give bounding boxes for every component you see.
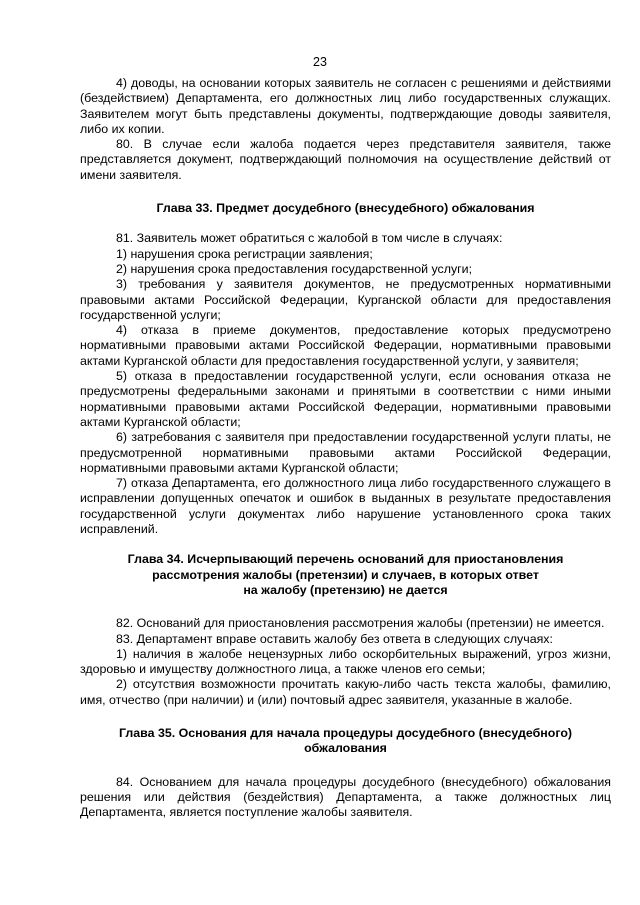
chapter-34-heading-line: на жалобу (претензию) не дается: [243, 582, 448, 597]
chapter-35-heading-line: обжалования: [304, 741, 387, 756]
chapter-35-heading: [80, 726, 611, 757]
paragraph-81-item-3: 3) требования у заявителя документов, не предусмотренных нормативными правовыми актами Российской Федерации, Курганской области для предоставления государственной услуги;: [80, 277, 611, 322]
chapter-34-heading-line: рассмотрения жалобы (претензии) и случаев, в которых ответ: [152, 567, 539, 582]
paragraph-81-item-6: 6) затребования с заявителя при предоставлении государственной услуги платы, не предусмотренной нормативными правовыми актами Российской Федерации, нормативными правовыми актами Курганской области;: [80, 430, 611, 475]
page-content: [80, 76, 611, 820]
paragraph-83-item-2: 2) отсутствия возможности прочитать какую-либо часть текста жалобы, фамилию, имя, отчество (при наличии) и (или) почтовый адрес заявителя, указанные в жалобе.: [80, 677, 611, 707]
paragraph-83-item-1: 1) наличия в жалобе нецензурных либо оскорбительных выражений, угроз жизни, здоровью и имуществу должностного лица, а также членов его семьи;: [80, 646, 611, 677]
paragraph-83: 83. Департамент вправе оставить жалобу без ответа в следующих случаях:: [116, 631, 553, 646]
page-number: 23: [313, 55, 327, 69]
chapter-35-heading-line: Глава 35. Основания для начала процедуры досудебного (внесудебного): [118, 725, 573, 740]
chapter-33-heading: Глава 33. Предмет досудебного (внесудебного) обжалования: [156, 201, 535, 216]
chapter-34-heading-line: Глава 34. Исчерпывающий перечень оснований для приостановления: [127, 552, 564, 567]
paragraph-82: 82. Оснований для приостановления рассмотрения жалобы (претензии) не имеется.: [116, 616, 605, 631]
paragraph-81: 81. Заявитель может обратиться с жалобой в том числе в случаях:: [116, 231, 503, 246]
paragraph-81-item-4: 4) отказа в приеме документов, предоставление которых предусмотрено нормативными правовыми актами Российской Федерации, нормативными правовыми актами Курганской области для предоставления государственной услуги, у заявителя;: [80, 323, 611, 368]
paragraph-81-item-1: 1) нарушения срока регистрации заявления;: [116, 246, 373, 261]
paragraph-81-item-7: 7) отказа Департамента, его должностного лица либо государственного служащего в исправлении допущенных опечаток и ошибок в выданных в результате предоставления государственной услуги документах либо нарушение установленного срока таких исправлений.: [80, 476, 611, 537]
paragraph-81-item-5: 5) отказа в предоставлении государственной услуги, если основания отказа не предусмотрены федеральными законами и принятыми в соответствии с ними иными нормативными правовыми актами Российской Федерации, нормативными правовыми актами Курганской области;: [80, 369, 611, 429]
chapter-34-heading: [80, 552, 611, 598]
paragraph-80: 80. В случае если жалоба подается через представителя заявителя, также представляется документ, подтверждающий полномочия на осуществление действий от имени заявителя.: [80, 137, 611, 182]
paragraph-84: 84. Основанием для начала процедуры досудебного (внесудебного) обжалования решения или действия (бездействия) Департамента, а также должностных лиц Департамента, является поступление жалобы заявителя.: [80, 774, 611, 820]
paragraph-4-arguments: 4) доводы, на основании которых заявитель не согласен с решениями и действиями (бездействием) Департамента, его должностных лиц либо государственных служащих. Заявителем могут быть представлены документы, подтверждающие доводы заявителя, либо их копии.: [80, 76, 611, 136]
paragraph-81-item-2: 2) нарушения срока предоставления государственной услуги;: [116, 261, 473, 276]
